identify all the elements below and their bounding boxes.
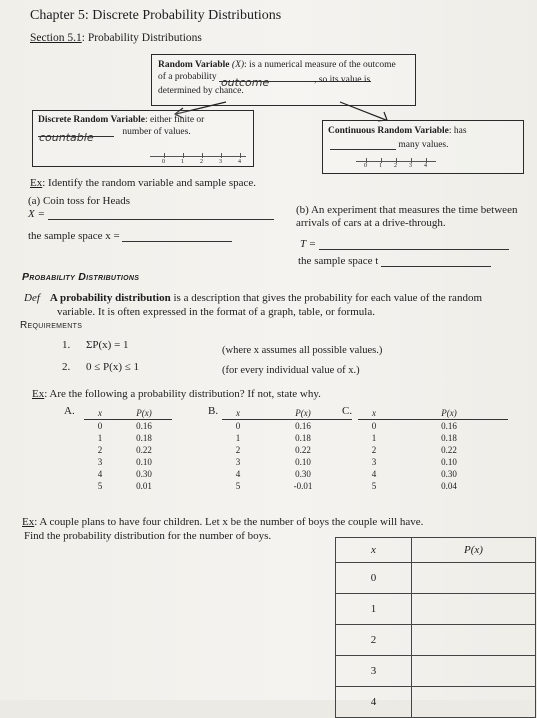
table-cell: 2	[336, 625, 412, 656]
table-b-letter: B.	[208, 405, 219, 417]
table-cell: 4	[336, 687, 412, 718]
table-cell: 2	[97, 445, 103, 455]
example1-a-space	[28, 230, 232, 242]
table-cell: 0.30	[441, 469, 457, 479]
rv-text-1: : is a numerical measure of the outcome	[244, 60, 396, 70]
table-cell: 0.30	[295, 469, 311, 479]
table-header: x	[336, 538, 412, 563]
table-row	[222, 480, 352, 492]
table-cell: 0	[235, 421, 241, 431]
discrete-tick-label: 3	[219, 159, 222, 165]
table-cell: 0.10	[136, 457, 152, 467]
example1-b-title-1: (b) An experiment that measures the time between	[296, 204, 518, 216]
table-cell: 1	[97, 433, 103, 443]
table-cell: 5	[235, 481, 241, 491]
example1-b-title-2: arrivals of cars at a drive-through.	[296, 217, 446, 229]
continuous-title: Continuous Random Variable	[328, 126, 449, 136]
discrete-blank	[38, 131, 114, 144]
example1-a-title: (a) Coin toss for Heads	[28, 195, 131, 207]
example2-label: Ex	[32, 388, 45, 400]
section-title	[30, 32, 202, 44]
example3-label: Ex	[22, 516, 35, 528]
continuous-tick-label: 0	[364, 163, 367, 169]
continuous-blank	[330, 149, 396, 150]
table-cell: 4	[371, 469, 377, 479]
table-cell: 1	[336, 594, 412, 625]
prob-dist-definition	[24, 292, 482, 304]
def-bold: A probability distribution	[49, 292, 171, 304]
section-name: : Probability Distributions	[81, 32, 202, 44]
example1-b-t	[300, 238, 509, 250]
table-cell: 0.04	[441, 481, 457, 491]
example1-b-t-blank	[319, 249, 509, 250]
req1-note: (where x assumes all possible values.)	[222, 345, 383, 356]
example1-a-space-blank	[122, 241, 232, 242]
continuous-tick-label: 2	[394, 163, 397, 169]
example1-prompt	[30, 177, 256, 189]
example1-b-t-label: T =	[300, 238, 317, 250]
table-header: P(x)	[116, 407, 172, 420]
answer-cell[interactable]	[412, 594, 536, 625]
table-b	[222, 407, 352, 492]
table-cell: 0.16	[441, 421, 457, 431]
continuous-tick-label: 3	[409, 163, 412, 169]
table-row	[336, 625, 536, 656]
example1-a-space-label: the sample space x =	[28, 230, 120, 242]
example3-prompt	[22, 516, 423, 528]
table-c	[358, 407, 508, 492]
rv-text-2: of a probability	[158, 72, 217, 82]
def-label: Def	[24, 292, 40, 304]
table-cell: 0.18	[295, 433, 311, 443]
rv-title: Random Variable	[158, 60, 230, 70]
example1-a-x-label: X =	[28, 208, 45, 220]
discrete-line-2	[38, 127, 191, 144]
discrete-title: Discrete Random Variable	[38, 115, 145, 125]
table-a	[84, 407, 172, 492]
continuous-text-1: : has	[448, 126, 467, 136]
table-row	[84, 420, 172, 433]
discrete-tick-label: 4	[238, 159, 241, 165]
table-header: P(x)	[254, 407, 352, 420]
continuous-line-1	[328, 126, 467, 136]
table-cell: 3	[97, 457, 103, 467]
table-row	[358, 444, 508, 456]
discrete-tick	[240, 153, 241, 158]
chapter-title: Chapter 5: Discrete Probability Distributions	[30, 8, 282, 23]
table-cell: 3	[235, 457, 241, 467]
table-cell: 2	[235, 445, 241, 455]
discrete-tick	[202, 153, 203, 158]
example3-text-1: : A couple plans to have four children. Let x be the number of boys the couple will have.	[34, 516, 424, 528]
discrete-line-1	[38, 115, 204, 125]
example1-label: Ex	[30, 177, 43, 189]
discrete-text-2: number of values.	[122, 127, 191, 137]
table-row	[336, 656, 536, 687]
req1-number: 1.	[62, 339, 71, 351]
table-header: x	[358, 407, 390, 420]
discrete-tick-label: 2	[200, 159, 203, 165]
answer-cell[interactable]	[412, 687, 536, 718]
table-cell: 0.22	[441, 445, 457, 455]
table-row	[222, 432, 352, 444]
table-cell: 0.18	[441, 433, 457, 443]
answer-cell[interactable]	[412, 625, 536, 656]
def-text-2: variable. It is often expressed in the format of a graph, table, or formula.	[57, 306, 375, 318]
table-row	[336, 594, 536, 625]
continuous-text-2: many values.	[398, 140, 449, 150]
table-cell: 0.18	[136, 433, 152, 443]
table-cell: 5	[97, 481, 103, 491]
table-row	[222, 468, 352, 480]
table-cell: 0.10	[295, 457, 311, 467]
discrete-text-1: : either finite or	[144, 115, 205, 125]
discrete-tick	[164, 153, 165, 158]
table-row	[336, 563, 536, 594]
example2-text: : Are the following a probability distribution? If not, state why.	[44, 388, 321, 400]
req2-number: 2.	[62, 361, 71, 373]
table-cell: 0.30	[136, 469, 152, 479]
table-row	[84, 456, 172, 468]
table-cell: 0	[371, 421, 377, 431]
rv-title-x: (X)	[231, 60, 245, 70]
table-row	[358, 456, 508, 468]
rv-text-3: , so its value is	[314, 75, 371, 85]
discrete-handwritten: countable	[39, 131, 94, 144]
discrete-tick	[183, 153, 184, 158]
table-cell: 2	[371, 445, 377, 455]
table-cell: 0.10	[441, 457, 457, 467]
table-cell: 5	[371, 481, 377, 491]
table-cell: 1	[371, 433, 377, 443]
table-row	[84, 468, 172, 480]
table-row	[358, 420, 508, 433]
table-cell: 0.01	[136, 481, 152, 491]
table-row	[84, 480, 172, 492]
discrete-tick	[221, 153, 222, 158]
prob-dist-heading: Probability Distributions	[22, 271, 140, 283]
example1-a-x-blank	[48, 219, 274, 220]
table-cell: 0.16	[295, 421, 311, 431]
def-text-1: is a description that gives the probability for each value of the random	[170, 292, 482, 304]
discrete-tick-label: 0	[162, 159, 165, 165]
continuous-tick-label: 1	[379, 163, 382, 169]
table-row	[222, 456, 352, 468]
table-cell: 0.16	[136, 421, 152, 431]
table-cell: 0	[97, 421, 103, 431]
requirements-heading: Requirements	[20, 320, 83, 331]
table-row	[84, 432, 172, 444]
answer-cell[interactable]	[412, 656, 536, 687]
table-row	[336, 687, 536, 718]
table-header: x	[222, 407, 254, 420]
discrete-tick-label: 1	[181, 159, 184, 165]
table-header: x	[84, 407, 116, 420]
table-cell: -0.01	[293, 481, 313, 491]
example1-text: : Identify the random variable and sample space.	[42, 177, 257, 189]
table-row	[84, 444, 172, 456]
table-header: P(x)	[390, 407, 508, 420]
table-cell: 3	[371, 457, 377, 467]
table-row	[222, 444, 352, 456]
table-row	[358, 432, 508, 444]
req2-formula: 0 ≤ P(x) ≤ 1	[86, 361, 140, 373]
table-cell: 0	[336, 563, 412, 594]
rv-handwritten: outcome	[220, 76, 270, 89]
table-c-letter: C.	[342, 405, 353, 417]
table-cell: 4	[97, 469, 103, 479]
table-cell: 3	[336, 656, 412, 687]
example1-b-space	[298, 255, 491, 267]
table-cell: 1	[235, 433, 241, 443]
table-row	[358, 480, 508, 492]
example3-text-2: Find the probability distribution for the number of boys.	[24, 530, 272, 542]
table-cell: 0.22	[295, 445, 311, 455]
table-row	[222, 420, 352, 433]
table-row	[358, 468, 508, 480]
continuous-line-2	[330, 140, 449, 150]
example1-a-x	[28, 208, 274, 220]
req1-formula: ΣP(x) = 1	[86, 339, 129, 351]
answer-cell[interactable]	[412, 563, 536, 594]
rv-text-4: determined by chance.	[158, 86, 244, 96]
table-header: P(x)	[412, 538, 536, 563]
example2-prompt	[32, 388, 321, 400]
boys-distribution-table	[335, 537, 536, 718]
continuous-tick-label: 4	[424, 163, 427, 169]
section-label: Section 5.1	[30, 32, 82, 44]
table-cell: 0.22	[136, 445, 152, 455]
table-a-letter: A.	[64, 405, 75, 417]
req2-note: (for every individual value of x.)	[222, 365, 360, 376]
table-cell: 4	[235, 469, 241, 479]
example1-b-space-label: the sample space t	[298, 255, 379, 267]
example1-b-space-blank	[381, 266, 491, 267]
rv-line-1	[158, 60, 396, 70]
